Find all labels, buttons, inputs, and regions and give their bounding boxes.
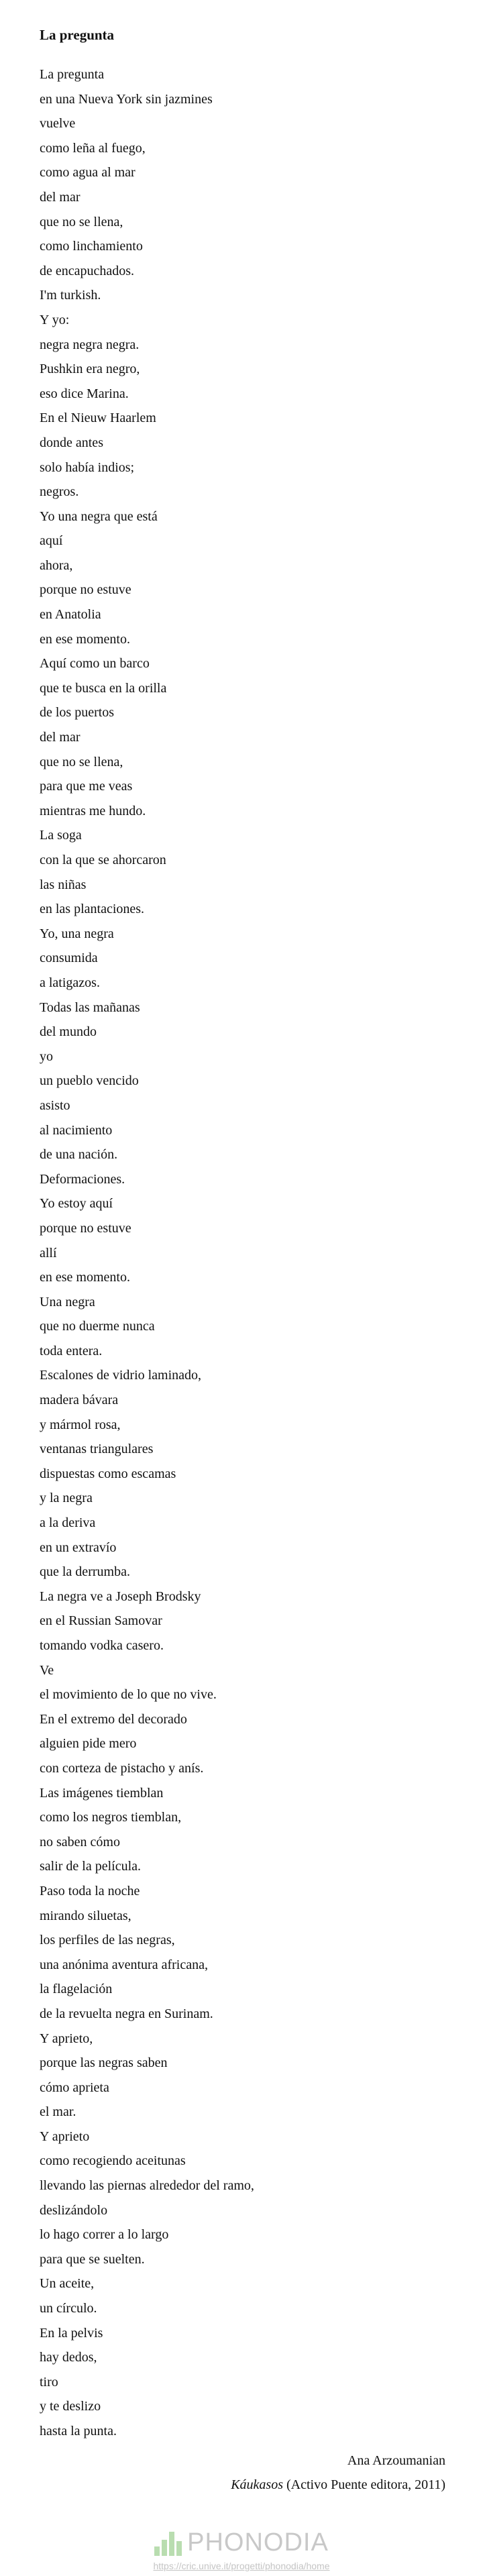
- poem-line: vuelve: [40, 116, 76, 131]
- poem-line: tiro: [40, 2374, 58, 2390]
- author-name: Ana Arzoumanian: [347, 2453, 445, 2468]
- poem-line: de una nación.: [40, 1147, 118, 1163]
- poem-line: Ve: [40, 1662, 54, 1678]
- poem-line: al nacimiento: [40, 1122, 113, 1138]
- poem-line: un círculo.: [40, 2301, 97, 2316]
- poem-line: con corteza de pistacho y anís.: [40, 1760, 204, 1776]
- poem-line: a latigazos.: [40, 975, 100, 990]
- poem-line: las niñas: [40, 877, 87, 892]
- poem-line: madera bávara: [40, 1393, 119, 1408]
- phonodia-logo[interactable]: [154, 2529, 329, 2556]
- poem-line: Aquí como un barco: [40, 656, 150, 672]
- source-line: [231, 2473, 445, 2497]
- poem-line: que no se llena,: [40, 214, 123, 229]
- attribution: [231, 2449, 445, 2497]
- poem-line: como recogiendo aceitunas: [40, 2153, 186, 2169]
- poem-line: en el Russian Samovar: [40, 1613, 162, 1629]
- poem-line: Yo estoy aquí: [40, 1196, 113, 1212]
- poem-line: yo: [40, 1049, 53, 1064]
- poem-line: en un extravío: [40, 1540, 117, 1555]
- poem-line: como leña al fuego,: [40, 140, 146, 156]
- poem-line: dispuestas como escamas: [40, 1466, 176, 1481]
- poem-line: Y aprieto,: [40, 2031, 93, 2046]
- poem-line: En la pelvis: [40, 2325, 103, 2341]
- poem-line: la flagelación: [40, 1982, 113, 1997]
- poem-line: Yo, una negra: [40, 926, 114, 941]
- poem-line: de los puertos: [40, 705, 115, 720]
- poem-line: salir de la película.: [40, 1859, 142, 1874]
- poem-line: Deformaciones.: [40, 1171, 125, 1187]
- poem-line: Un aceite,: [40, 2276, 95, 2292]
- poem-line: a la deriva: [40, 1515, 96, 1531]
- poem-line: cómo aprieta: [40, 2080, 109, 2095]
- poem-line: como agua al mar: [40, 165, 136, 180]
- poem-line: como los negros tiemblan,: [40, 1810, 182, 1825]
- logo-text: PHONODIA: [187, 2528, 329, 2557]
- poem-line: en una Nueva York sin jazmines: [40, 91, 213, 107]
- poem-line: Escalones de vidrio laminado,: [40, 1368, 202, 1383]
- poem-line: Yo una negra que está: [40, 508, 158, 524]
- bar-chart-icon: [154, 2532, 182, 2556]
- poem-title: La pregunta: [40, 27, 115, 43]
- poem-line: el movimiento de lo que no vive.: [40, 1687, 217, 1703]
- poem-body: [40, 62, 254, 2444]
- poem-line: Pushkin era negro,: [40, 362, 140, 377]
- poem-line: de la revuelta negra en Surinam.: [40, 2006, 213, 2021]
- poem-line: con la que se ahorcaron: [40, 853, 166, 867]
- poem-line: del mar: [40, 730, 80, 745]
- poem-line: y te deslizo: [40, 2399, 101, 2414]
- poem-line: aquí: [40, 533, 63, 549]
- footer: [0, 2529, 483, 2571]
- poem-line: donde antes: [40, 435, 103, 450]
- poem-line: Todas las mañanas: [40, 1000, 140, 1015]
- poem-line: y mármol rosa,: [40, 1417, 121, 1432]
- poem-line: eso dice Marina.: [40, 386, 129, 401]
- poem-line: mientras me hundo.: [40, 803, 146, 818]
- poem-line: Y aprieto: [40, 2129, 90, 2144]
- poem-line: Y yo:: [40, 312, 70, 327]
- poem-line: hay dedos,: [40, 2350, 97, 2365]
- poem-line: porque no estuve: [40, 1220, 131, 1236]
- poem-line: que te busca en la orilla: [40, 680, 167, 696]
- poem-line: Una negra: [40, 1294, 95, 1309]
- footer-link[interactable]: https://cric.unive.it/progetti/phonodia/home: [153, 2561, 330, 2571]
- publisher-info: (Activo Puente editora, 2011): [283, 2477, 445, 2492]
- poem-line: allí: [40, 1245, 57, 1260]
- poem-line: una anónima aventura africana,: [40, 1957, 208, 1972]
- poem-line: En el Nieuw Haarlem: [40, 411, 156, 426]
- poem-line: el mar.: [40, 2104, 76, 2120]
- poem-line: porque no estuve: [40, 582, 131, 598]
- poem-line: toda entera.: [40, 1343, 103, 1358]
- poem-line: llevando las piernas alrededor del ramo,: [40, 2178, 254, 2194]
- poem-line: un pueblo vencido: [40, 1073, 139, 1089]
- poem-line: en Anatolia: [40, 607, 101, 623]
- poem-line: En el extremo del decorado: [40, 1711, 187, 1727]
- poem-line: La negra ve a Joseph Brodsky: [40, 1589, 201, 1604]
- poem-line: alguien pide mero: [40, 1736, 137, 1752]
- poem-line: para que me veas: [40, 779, 133, 794]
- poem-line: asisto: [40, 1097, 70, 1113]
- poem-line: no saben cómo: [40, 1834, 120, 1849]
- poem-line: solo había indios;: [40, 460, 135, 475]
- poem-line: que la derrumba.: [40, 1564, 130, 1580]
- poem-line: negra negra negra.: [40, 337, 140, 352]
- book-title: Káukasos: [231, 2477, 284, 2492]
- poem-line: del mundo: [40, 1024, 97, 1040]
- poem-line: lo hago correr a lo largo: [40, 2227, 169, 2243]
- poem-line: Las imágenes tiemblan: [40, 1785, 164, 1801]
- poem-line: ventanas triangulares: [40, 1442, 154, 1457]
- poem-line: como linchamiento: [40, 239, 143, 254]
- poem-line: en ese momento.: [40, 631, 130, 647]
- poem-line: de encapuchados.: [40, 263, 135, 278]
- poem-line: consumida: [40, 951, 98, 966]
- poem-line: La pregunta: [40, 67, 105, 82]
- poem-line: que no se llena,: [40, 754, 123, 769]
- poem-line: en las plantaciones.: [40, 902, 145, 917]
- poem-line: porque las negras saben: [40, 2055, 168, 2071]
- poem-line: y la negra: [40, 1491, 93, 1506]
- poem-line: que no duerme nunca: [40, 1319, 155, 1334]
- poem-line: en ese momento.: [40, 1270, 130, 1285]
- poem-line: Paso toda la noche: [40, 1883, 140, 1898]
- poem-line: La soga: [40, 828, 82, 843]
- poem-line: I'm turkish.: [40, 288, 101, 303]
- poem-line: mirando siluetas,: [40, 1908, 131, 1923]
- poem-line: del mar: [40, 189, 80, 205]
- poem-line: tomando vodka casero.: [40, 1638, 164, 1653]
- poem-line: los perfiles de las negras,: [40, 1933, 175, 1948]
- poem-line: ahora,: [40, 557, 73, 573]
- poem-line: deslizándolo: [40, 2202, 108, 2218]
- poem-line: negros.: [40, 484, 79, 500]
- poem-line: para que se suelten.: [40, 2251, 145, 2267]
- poem-line: hasta la punta.: [40, 2424, 117, 2438]
